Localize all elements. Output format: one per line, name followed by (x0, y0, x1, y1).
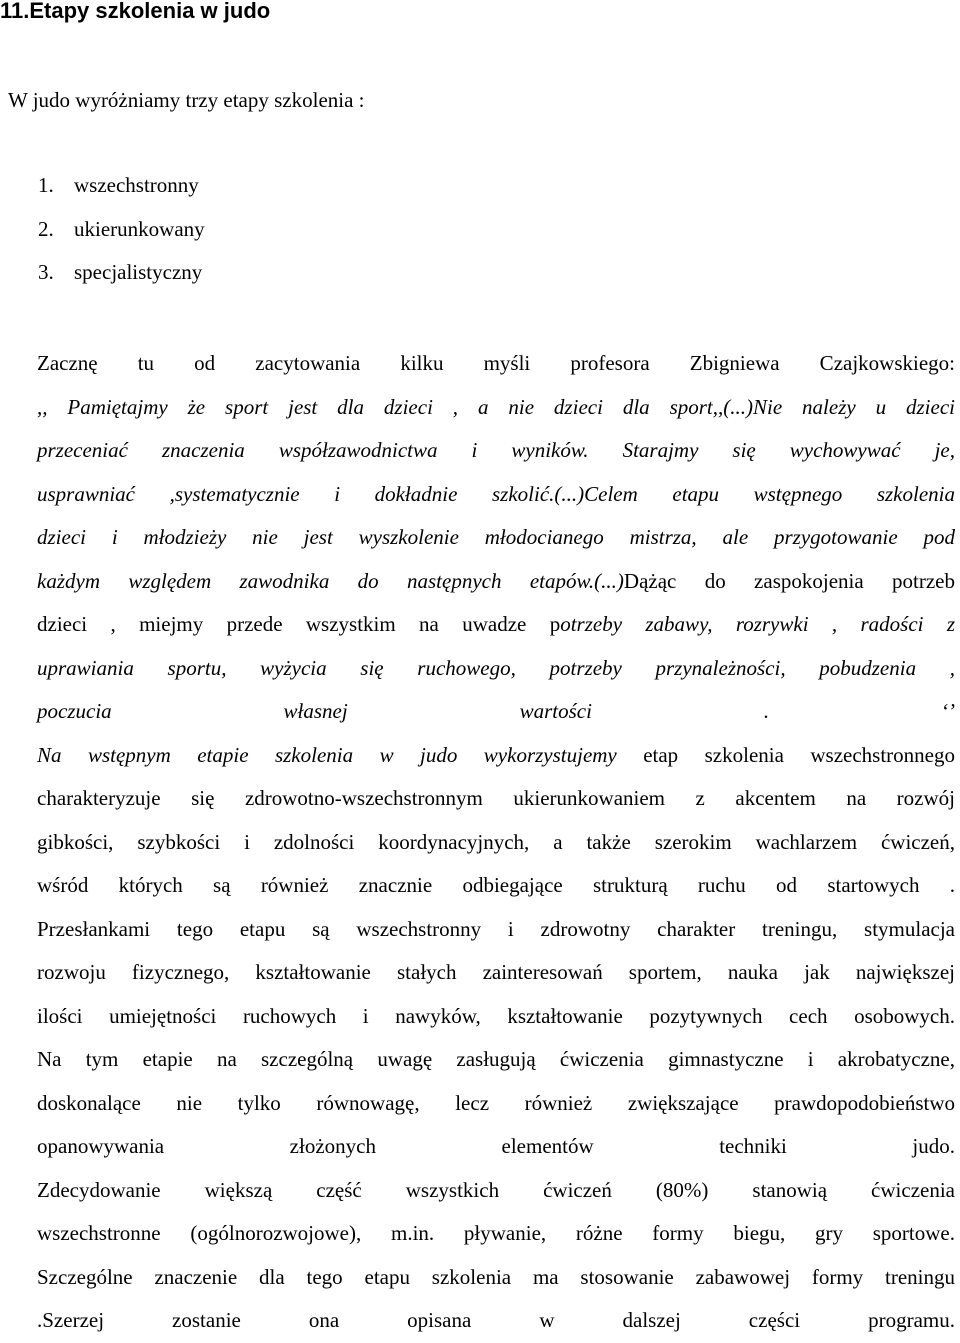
italic-run: ,, Pamiętajmy że sport jest dla dzieci , a nie dzieci dla sport,,(...)Nie należy u dzieci (37, 394, 955, 419)
text-run: doskonalące nie tylko równowagę, lecz również zwiększające prawdopodobieństwo (37, 1090, 955, 1115)
text-line (37, 1082, 955, 1126)
italic-run: uprawiania sportu, wyżycia się ruchowego, potrzeby przynależności, pobudzenia , (37, 655, 955, 680)
list-item-label: ukierunkowany (74, 216, 205, 241)
italic-run: Na wstępnym etapie szkolenia w judo wykorzystujemy (37, 742, 617, 767)
text-line (37, 995, 955, 1039)
text-run: .Szerzej zostanie ona opisana w dalszej części programu. (37, 1308, 955, 1332)
text-line (37, 1125, 955, 1169)
italic-run: usprawniać ,systematycznie i dokładnie szkolić.(...)Celem etapu wstępnego szkolenia (37, 481, 955, 506)
text-run: Przesłankami tego etapu są wszechstronny i zdrowotny charakter treningu, stymulacja (37, 916, 955, 941)
text-run: Zdecydowanie większą część wszystkich ćwiczeń (80%) stanowią ćwiczenia (37, 1177, 955, 1202)
text-line (37, 821, 955, 865)
text-run: opanowywania złożonych elementów techniki judo. (37, 1134, 955, 1158)
text-line (37, 951, 955, 995)
list-item-label: specjalistyczny (74, 260, 203, 284)
italic-run: otrzeby zabawy, rozrywki , radości z (560, 612, 956, 636)
text-line (37, 1212, 955, 1256)
text-line (37, 1169, 955, 1213)
text-run: Na tym etapie na szczególną uwagę zasługują ćwiczenia gimnastyczne i akrobatyczne, (37, 1047, 955, 1071)
intro-text: W judo wyróżniamy trzy etapy szkolenia : (8, 88, 365, 112)
text-line (37, 908, 955, 952)
list-number: 2. (38, 216, 54, 241)
text-run: rozwoju fizycznego, kształtowanie stałych zainteresowań sportem, nauka jak największej (37, 960, 955, 984)
text-line (37, 516, 955, 560)
text-line (37, 734, 955, 778)
list-number: 1. (38, 173, 54, 197)
text-line (37, 647, 955, 691)
text-line (37, 777, 955, 821)
page-title: 11.Etapy szkolenia w judo (0, 0, 271, 23)
text-line (37, 473, 955, 517)
list-item (38, 214, 205, 258)
text-line (37, 342, 955, 386)
text-run: Zacznę tu od zacytowania kilku myśli profesora Zbigniewa Czajkowskiego: (37, 351, 955, 375)
text-line (37, 386, 955, 430)
training-stages-list (38, 170, 205, 301)
text-line (37, 690, 955, 734)
text-run: gibkości, szybkości i zdolności koordynacyjnych, a także szerokim wachlarzem ćwiczeń, (37, 829, 955, 854)
text-line (37, 429, 955, 473)
italic-run: dzieci i młodzieży nie jest wyszkolenie młodocianego mistrza, ale przygotowanie pod (37, 525, 955, 549)
text-line (37, 1299, 955, 1343)
text-run: Szczególne znaczenie dla tego etapu szkolenia ma stosowanie zabawowej formy treningu (37, 1264, 955, 1289)
italic-run: poczucia własnej wartości . ‘’ (37, 699, 955, 723)
text-run: ilości umiejętności ruchowych i nawyków, kształtowanie pozytywnych cech osobowych. (37, 1003, 955, 1028)
list-item (38, 170, 205, 214)
italic-run: każdym względem zawodnika do następnych etapów.(...) (37, 568, 624, 593)
text-line (37, 1256, 955, 1300)
text-line (37, 1038, 955, 1082)
list-item-label: wszechstronny (74, 173, 199, 197)
text-run: Dążąc do zaspokojenia potrzeb (623, 568, 955, 593)
text-run: wśród których są również znacznie odbiegające strukturą ruchu od startowych . (37, 873, 955, 897)
text-line (37, 560, 955, 604)
italic-run: przeceniać znaczenia współzawodnictwa i wyników. Starajmy się wychowywać je, (37, 438, 955, 462)
text-run: dzieci , miejmy przede wszystkim na uwadze p (37, 612, 561, 636)
list-number: 3. (38, 260, 54, 284)
text-line (37, 603, 955, 647)
text-run: etap szkolenia wszechstronnego (616, 742, 955, 767)
text-run: wszechstronne (ogólnorozwojowe), m.in. pływanie, różne formy biegu, gry sportowe. (37, 1221, 955, 1245)
text-line (37, 864, 955, 908)
body-paragraph (37, 342, 955, 1343)
list-item (38, 257, 205, 301)
text-run: charakteryzuje się zdrowotno-wszechstronnym ukierunkowaniem z akcentem na rozwój (37, 786, 955, 810)
